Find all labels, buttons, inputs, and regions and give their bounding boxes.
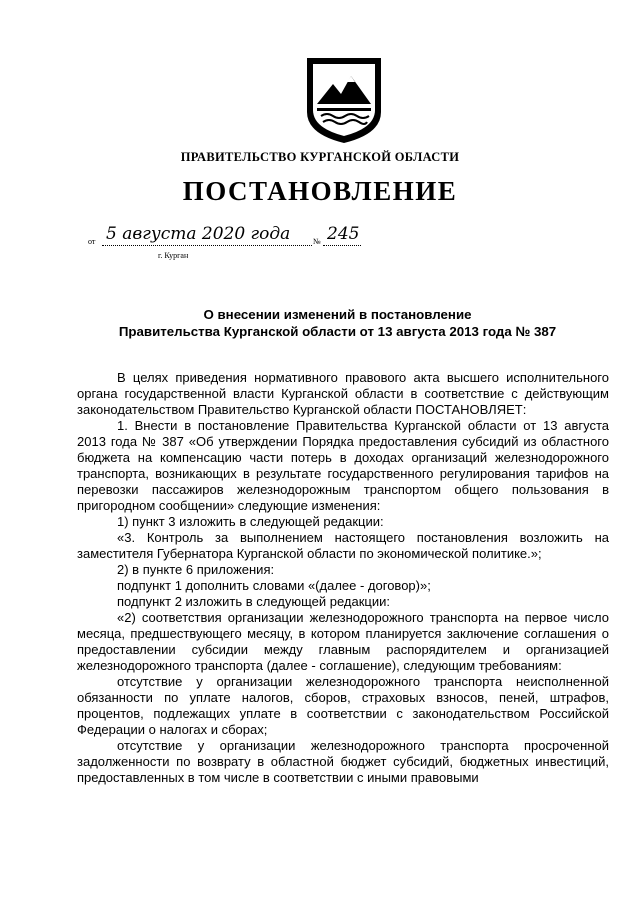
kurgan-region-coat-of-arms-icon <box>303 54 385 146</box>
title-line-2: Правительства Курганской области от 13 августа 2013 года № 387 <box>118 324 557 339</box>
body-paragraph: отсутствие у организации железнодорожного транспорта просроченной задолженности по возврату в областной бюджет субсидий, бюджетных инвестиций, предоставленных в том числе в соответствии с иными правовыми <box>77 738 609 785</box>
body-paragraph: 2) в пункте 6 приложения: <box>117 562 275 577</box>
body-paragraph: 1. Внести в постановление Правительства Курганской области от 13 августа 2013 года № 387 «Об утверждении Порядка предоставления субсидий из областного бюджета на компенсацию части потерь в доходах организаций железнодорожного транспорта, возникающих в результате государственного регулирования тарифов на перевозки пассажиров железнодорожным транспортом общего пользования в пригородном сообщении» следующие изменения: <box>77 418 609 513</box>
body-paragraph: отсутствие у организации железнодорожного транспорта неисполненной обязанности по уплате налогов, сборов, страховых взносов, пеней, штрафов, процентов, подлежащих уплате в соответствии с законодательством Российской Федерации о налогах и сборах; <box>77 674 609 737</box>
document-type: ПОСТАНОВЛЕНИЕ <box>182 176 458 206</box>
place-of-issue: г. Курган <box>158 251 189 260</box>
document-title <box>60 306 615 340</box>
organization-name: ПРАВИТЕЛЬСТВО КУРГАНСКОЙ ОБЛАСТИ <box>180 150 460 164</box>
document-body <box>77 370 609 786</box>
date-prefix: от <box>88 237 96 246</box>
body-paragraph: 1) пункт 3 изложить в следующей редакции: <box>117 514 384 529</box>
date-underline <box>102 245 312 246</box>
body-paragraph: подпункт 2 изложить в следующей редакции: <box>117 594 391 609</box>
dateline <box>88 226 388 248</box>
body-paragraph: В целях приведения нормативного правового акта высшего исполнительного органа государственной власти Курганской области в соответствие с действующим законодательством Правительство Курганской области ПОСТАНОВЛЯЕТ: <box>77 370 609 417</box>
body-paragraph: «2) соответствия организации железнодорожного транспорта на первое число месяца, предшествующего месяцу, в котором планируется заключение соглашения о предоставлении субсидии между главным распорядителем и организацией железнодорожного транспорта (далее - соглашение), следующим требованиям: <box>77 610 609 673</box>
handwritten-number: 245 <box>327 224 360 244</box>
body-paragraph: подпункт 1 дополнить словами «(далее - договор)»; <box>117 578 431 593</box>
number-sign: № <box>313 237 321 246</box>
handwritten-date: 5 августа 2020 года <box>106 224 291 244</box>
title-line-1: О внесении изменений в постановление <box>203 307 472 322</box>
body-paragraph: «3. Контроль за выполнением настоящего постановления возложить на заместителя Губернатора Курганской области по экономической политике.»; <box>77 530 609 561</box>
number-underline <box>323 245 361 246</box>
